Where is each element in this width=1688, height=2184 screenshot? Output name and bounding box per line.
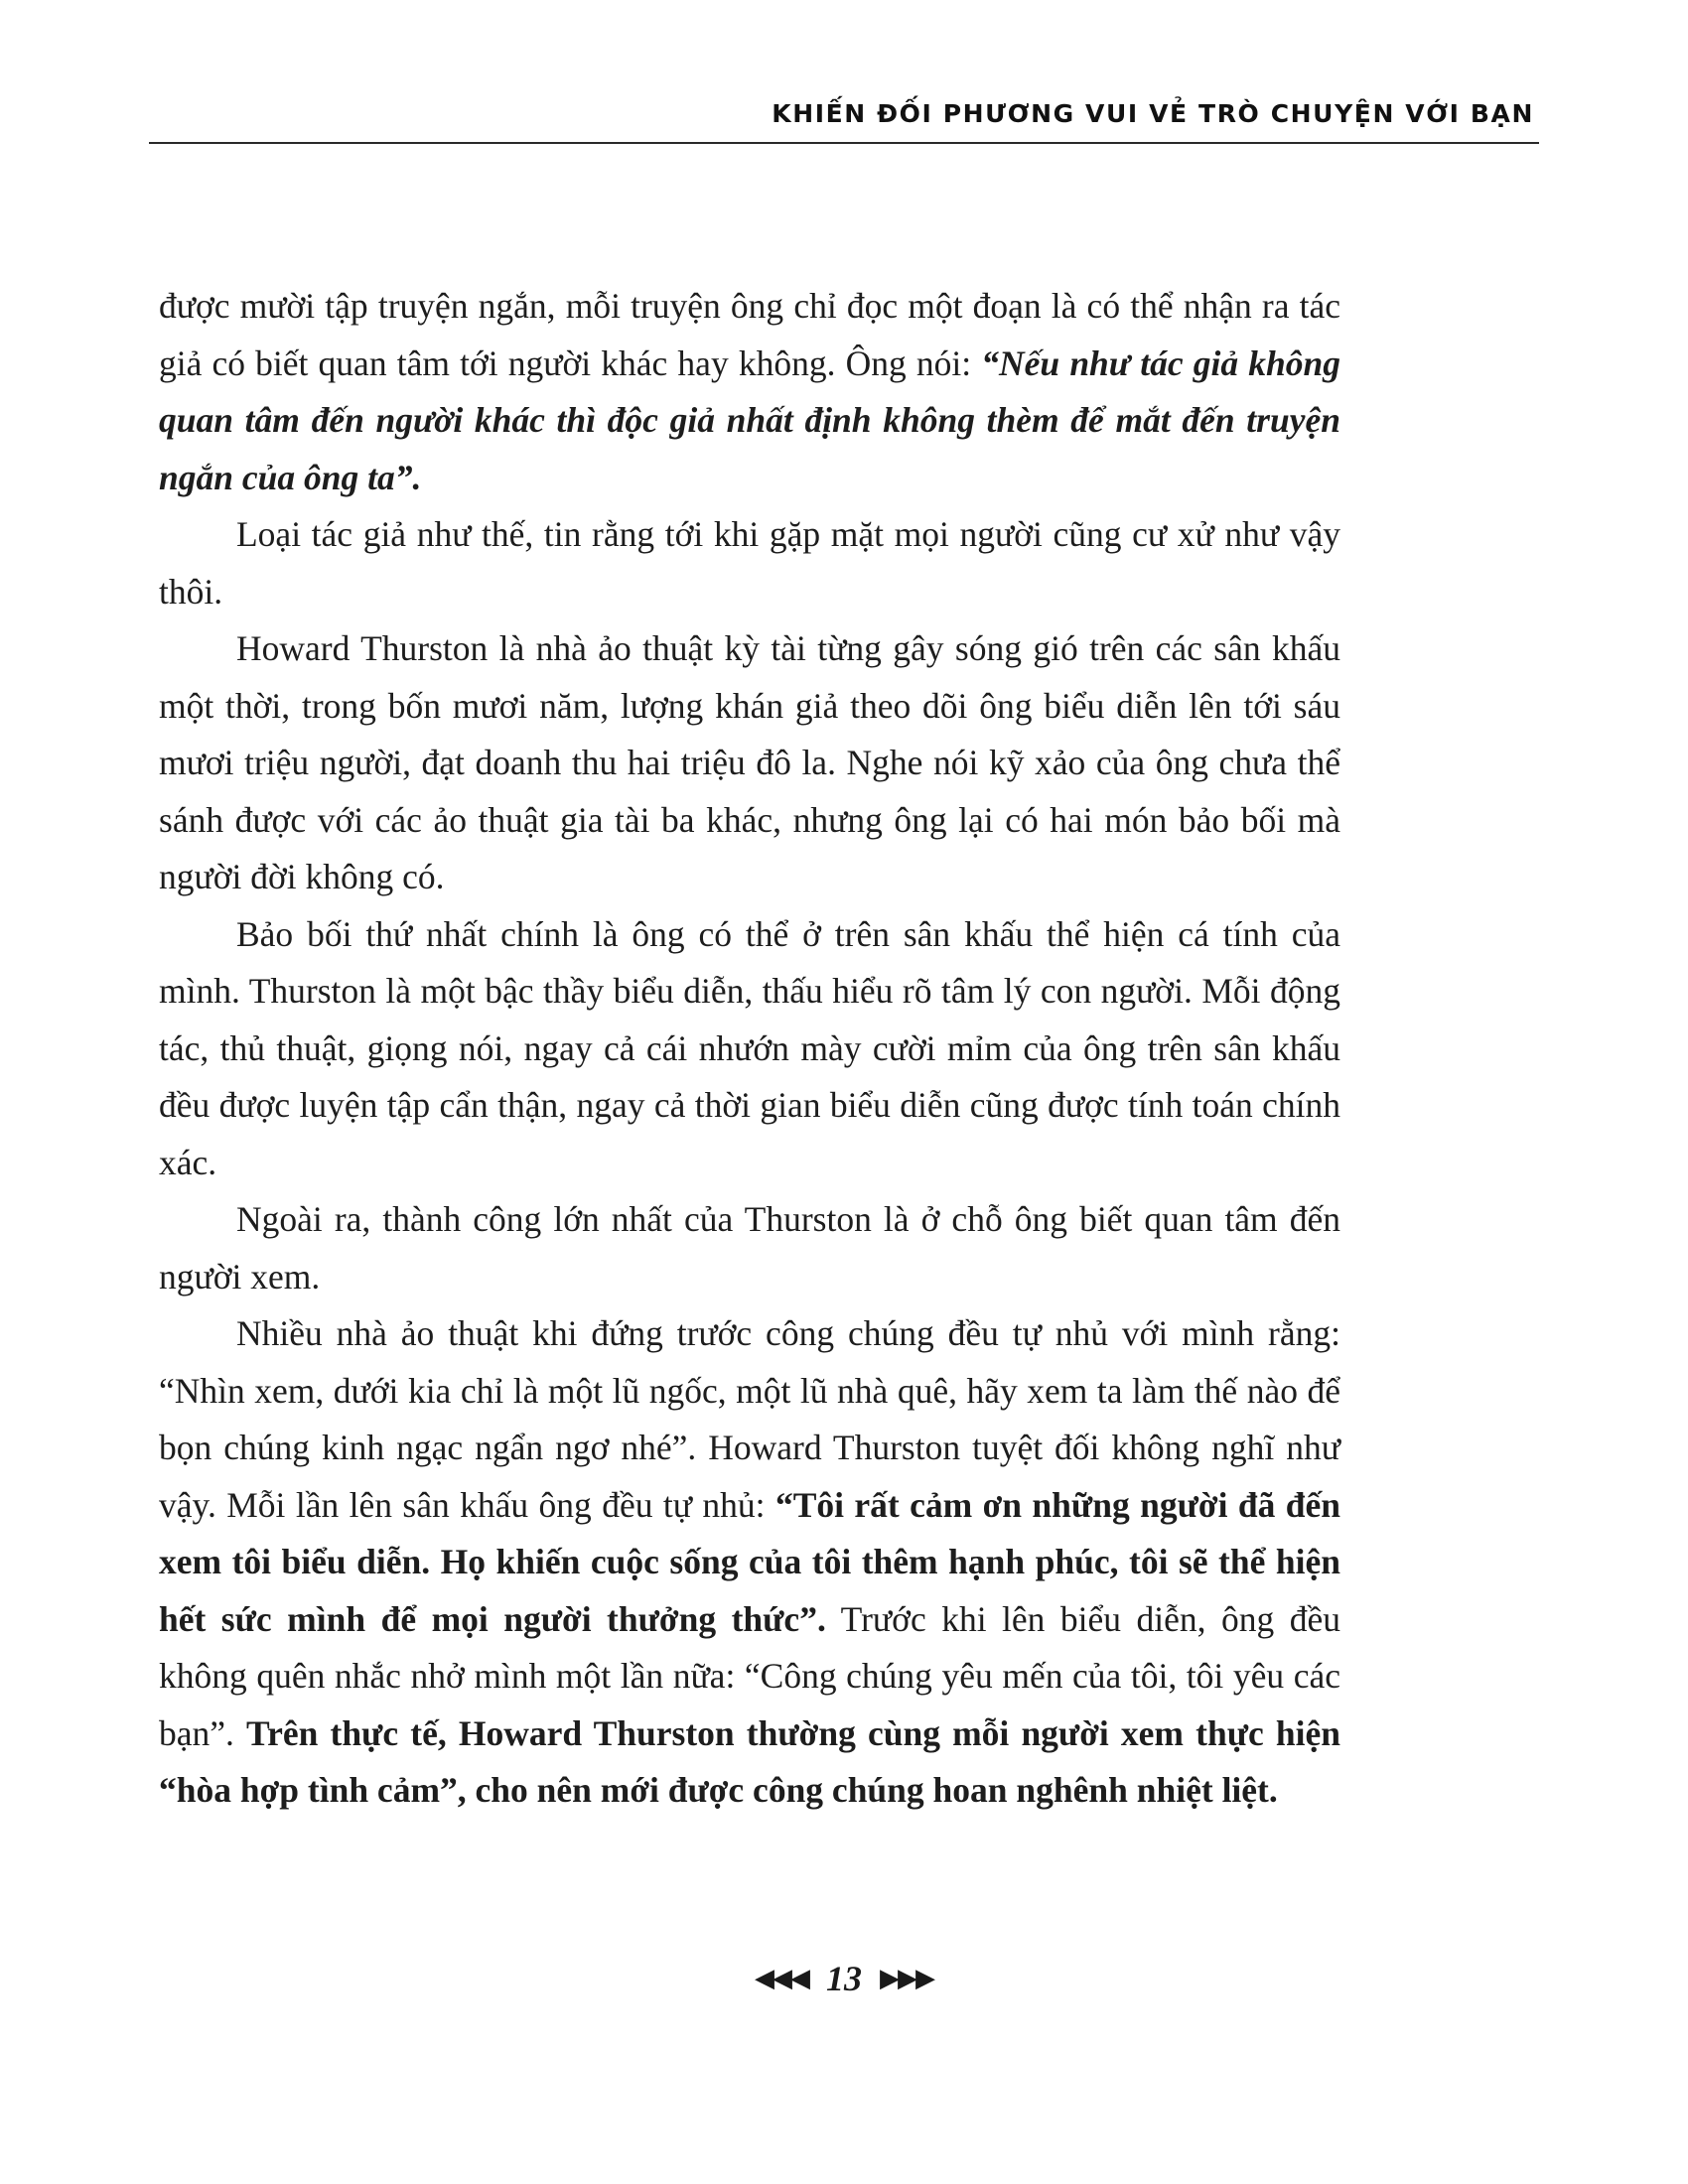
paragraph-5: Ngoài ra, thành công lớn nhất của Thurston là ở chỗ ông biết quan tâm đến người xem. [159, 1199, 1340, 1297]
paragraph-3: Howard Thurston là nhà ảo thuật kỳ tài từng gây sóng gió trên các sân khấu một thời, trong bốn mươi năm, lượng khán giả theo dõi ông biểu diễn lên tới sáu mươi triệu người, đạt doanh thu hai triệu đô la. Nghe nói kỹ xảo của ông chưa thể sánh được với các ảo thuật gia tài ba khác, nhưng ông lại có hai món bảo bối mà người đời không có. [159, 628, 1340, 896]
paragraph-6-closing-bold: Trên thực tế, Howard Thurston thường cùng mỗi người xem thực hiện “hòa hợp tình cảm”, cho nên mới được công chúng hoan nghênh nhiệt liệt. [159, 1712, 1340, 1810]
paragraph-4: Bảo bối thứ nhất chính là ông có thể ở trên sân khấu thể hiện cá tính của mình. Thurston là một bậc thầy biểu diễn, thấu hiểu rõ tâm lý con người. Mỗi động tác, thủ thuật, giọng nói, ngay cả cái nhướn mày cười mỉm của ông trên sân khấu đều được luyện tập cẩn thận, ngay cả thời gian biểu diễn cũng được tính toán chính xác. [159, 913, 1340, 1182]
paragraph-6-text-a: Nhiều nhà ảo thuật khi đứng trước công chúng đều tự nhủ với mình rằng: “Nhìn xem, dưới kia chỉ là một lũ ngốc, một lũ nhà quê, hãy xem ta làm thế nào để bọn chúng kinh ngạc ngẩn ngơ nhé”. Howard Thurston tuyệt đối không nghĩ như vậy. Mỗi lần lên sân khấu ông đều tự nhủ: [159, 1313, 1340, 1525]
paragraph-1-text: được mười tập truyện ngắn, mỗi truyện ông chỉ đọc một đoạn là có thể nhận ra tác giả có biết quan tâm tới người khác hay không. Ông nói: [159, 286, 1340, 383]
body-content [159, 278, 1340, 1820]
page-footer [0, 1961, 1688, 1996]
arrows-right-icon: ▶▶▶ [880, 1964, 933, 1992]
page-number: 13 [826, 1959, 862, 1998]
running-head-title: KHIẾN ĐỐI PHƯƠNG VUI VẺ TRÒ CHUYỆN VỚI BẠN [772, 99, 1534, 128]
running-head [149, 99, 1539, 144]
paragraph-1 [159, 278, 1340, 506]
paragraph-6-quote-bold: “Tôi rất cảm ơn những người đã đến xem tôi biểu diễn. Họ khiến cuộc sống của tôi thêm hạnh phúc, tôi sẽ thể hiện hết sức mình để mọi người thưởng thức”. [159, 1484, 1341, 1639]
paragraph-2: Loại tác giả như thế, tin rằng tới khi gặp mặt mọi người cũng cư xử như vậy thôi. [159, 514, 1340, 612]
header-divider [149, 142, 1539, 144]
paragraph-1-quote: “Nếu như tác giả không quan tâm đến người khác thì độc giả nhất định không thèm để mắt đến truyện ngắn của ông ta”. [159, 342, 1340, 497]
arrows-left-icon: ◀◀◀ [755, 1964, 808, 1992]
paragraph-6 [159, 1305, 1340, 1820]
paragraph-6-text-b: Trước khi lên biểu diễn, ông đều không quên nhắc nhở mình một lần nữa: “Công chúng yêu mến của tôi, tôi yêu các bạn”. [159, 1598, 1340, 1753]
